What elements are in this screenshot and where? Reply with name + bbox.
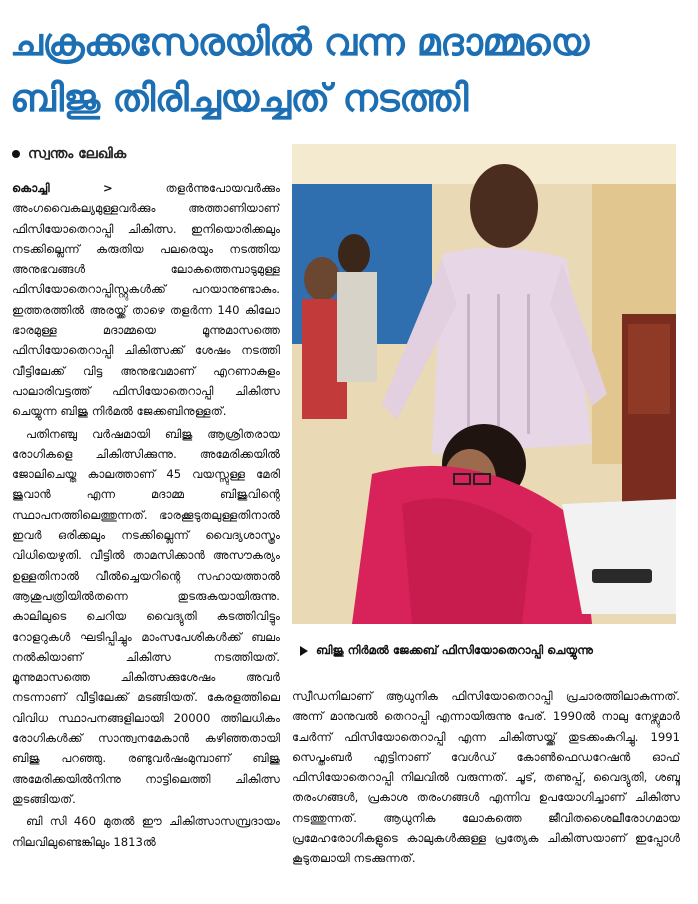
article-paragraph: പതിനഞ്ചു വർഷമായി ബിജു ആശ്രിതരായ രോഗികളെ ചികിത്സിക്കുന്നു. അമേരിക്കയിൽ ജോലിചെയ്ത കാലത്താണ് 45 വയസ്സുള്ള മേരി ജുവാൻ എന്ന മദാമ്മ ബിജുവിന്റെ സ്ഥാപനത്തിലെത്തുന്നത്. ഭാരക്കൂടുതലുള്ളതിനാൽ ഇവർ ഒരിക്കലും നടക്കില്ലെന്ന് വൈദ്യശാസ്ത്രം വിധിയെഴുതി. വീട്ടിൽ താമസിക്കാൻ അസൗകര്യം ഉള്ളതിനാൽ വീൽച്ചെയറിന്റെ സഹായത്താൽ ആശുപത്രിയിൽതന്നെ തുടരുകയായിരുന്നു. കാലിലുടെ ചെറിയ വൈദ്യുതി കടത്തിവിട്ടും റോളറുകൾ ഘടിപ്പിച്ചും മാംസപേശികൾക്ക് ബലം നൽകിയാണ് ചികിത്സ നടത്തിയത്. മൂന്നുമാസത്തെ ചികിത്സക്കുശേഷം അവർ നടന്നാണ് വീട്ടിലേക്ക് മടങ്ങിയത്. കേരളത്തിലെ വിവിധ സ്ഥാപനങ്ങളിലായി 20000 ത്തിലധികം രോഗികൾക്ക് സാന്ത്വനമേകാൻ കഴിഞ്ഞതായി ബിജു പറഞ്ഞു. രണ്ടുവർഷംമുമ്പാണ് ബിജു അമേരിക്കയിൽനിന്നു നാട്ടിലെത്തി ചികിത്സ തുടങ്ങിയത്. (12, 426, 280, 806)
photo-caption (300, 640, 680, 660)
article-column-right (292, 686, 680, 894)
article-paragraph: ബി സി 460 മുതൽ ഈ ചികിത്സാസമ്പ്രദായം നിലവിലുണ്ടെങ്കിലും 1813ൽ (12, 814, 280, 849)
article-paragraph (12, 178, 280, 422)
byline-text: സ്വന്തം ലേഖിക (28, 146, 127, 162)
caption-marker-icon (300, 646, 308, 656)
dateline: കൊച്ചി > (12, 181, 113, 195)
byline (12, 146, 126, 162)
article-column-left (12, 178, 280, 894)
headline-line-2: ബിജു തിരിച്ചയച്ചത് നടത്തി (10, 76, 468, 120)
bullet-icon (12, 150, 20, 158)
headline-line-1: ചക്രക്കസേരയിൽ വന്ന മദാമ്മയെ (10, 20, 589, 64)
photo-illustration (292, 144, 676, 624)
paragraph-text: തളർന്നുപോയവർക്കും അംഗവൈകല്യമുള്ളവർക്കും അത്താണിയാണ് ഫിസിയോതെറാപ്പി ചികിത്സ. ഇനിയൊരിക്കലും നടക്കില്ലെന്ന് കരുതിയ പലരെയും നടത്തിയ അനുഭവങ്ങൾ ലോകത്തെമ്പാടുമുള്ള ഫിസിയോതെറാപ്പിസ്റ്റുകൾക്ക് പറയാനുണ്ടാകും. ഇത്തരത്തിൽ അരയ്ക്ക് താഴെ തളർന്ന 140 കിലോ ഭാരമുള്ള മദാമ്മയെ മൂന്നുമാസത്തെ ഫിസിയോതെറാപ്പി ചികിത്സക്ക് ശേഷം നടത്തി വീട്ടിലേക്ക് വിട്ട അനുഭവമാണ് എറണാകുളം പാലാരിവട്ടത്ത് ഫിസിയോതെറാപ്പി ചികിത്സ ചെയ്യുന്ന ബിജു നിർമൽ ജേക്കബിനുള്ളത്. (12, 181, 280, 419)
caption-text: ബിജു നിർമൽ ജേക്കബ് ഫിസിയോതെറാപ്പി ചെയ്യുന്നു (316, 643, 594, 657)
headline (10, 14, 690, 126)
news-photo (292, 144, 676, 624)
article-continuation: സ്വീഡനിലാണ് ആധുനിക ഫിസിയോതെറാപ്പി പ്രചാരത്തിലാകുന്നത്. അന്ന് മാനുവൽ തെറാപ്പി എന്നായിരുന്നു പേര്. 1990ൽ നാലു നേഴ്സുമാർ ചേർന്ന് ഫിസിയോതെറാപ്പി എന്ന ചികിത്സയ്ക്ക് തുടക്കംകുറിച്ചു. 1991 സെപ്തംബർ എട്ടിനാണ് വേൾഡ് കോൺഫെഡറേഷൻ ഓഫ് ഫിസിയോതെറാപ്പി നിലവിൽ വരുന്നത്. ചൂട്, തണുപ്പ്, വൈദ്യുതി, ശബ്ദ തരംഗങ്ങൾ, പ്രകാശ തരംഗങ്ങൾ എന്നിവ ഉപയോഗിച്ചാണ് ചികിത്സ നടത്തുന്നത്. ആധുനിക ലോകത്തെ ജീവിതശൈലീരോഗമായ പ്രമേഹരോഗികളുടെ കാലുകൾക്കുള്ള പ്രത്യേക ചികിത്സയാണ് ഇപ്പോൾ കൂടുതലായി നടക്കുന്നത്. (292, 689, 680, 866)
